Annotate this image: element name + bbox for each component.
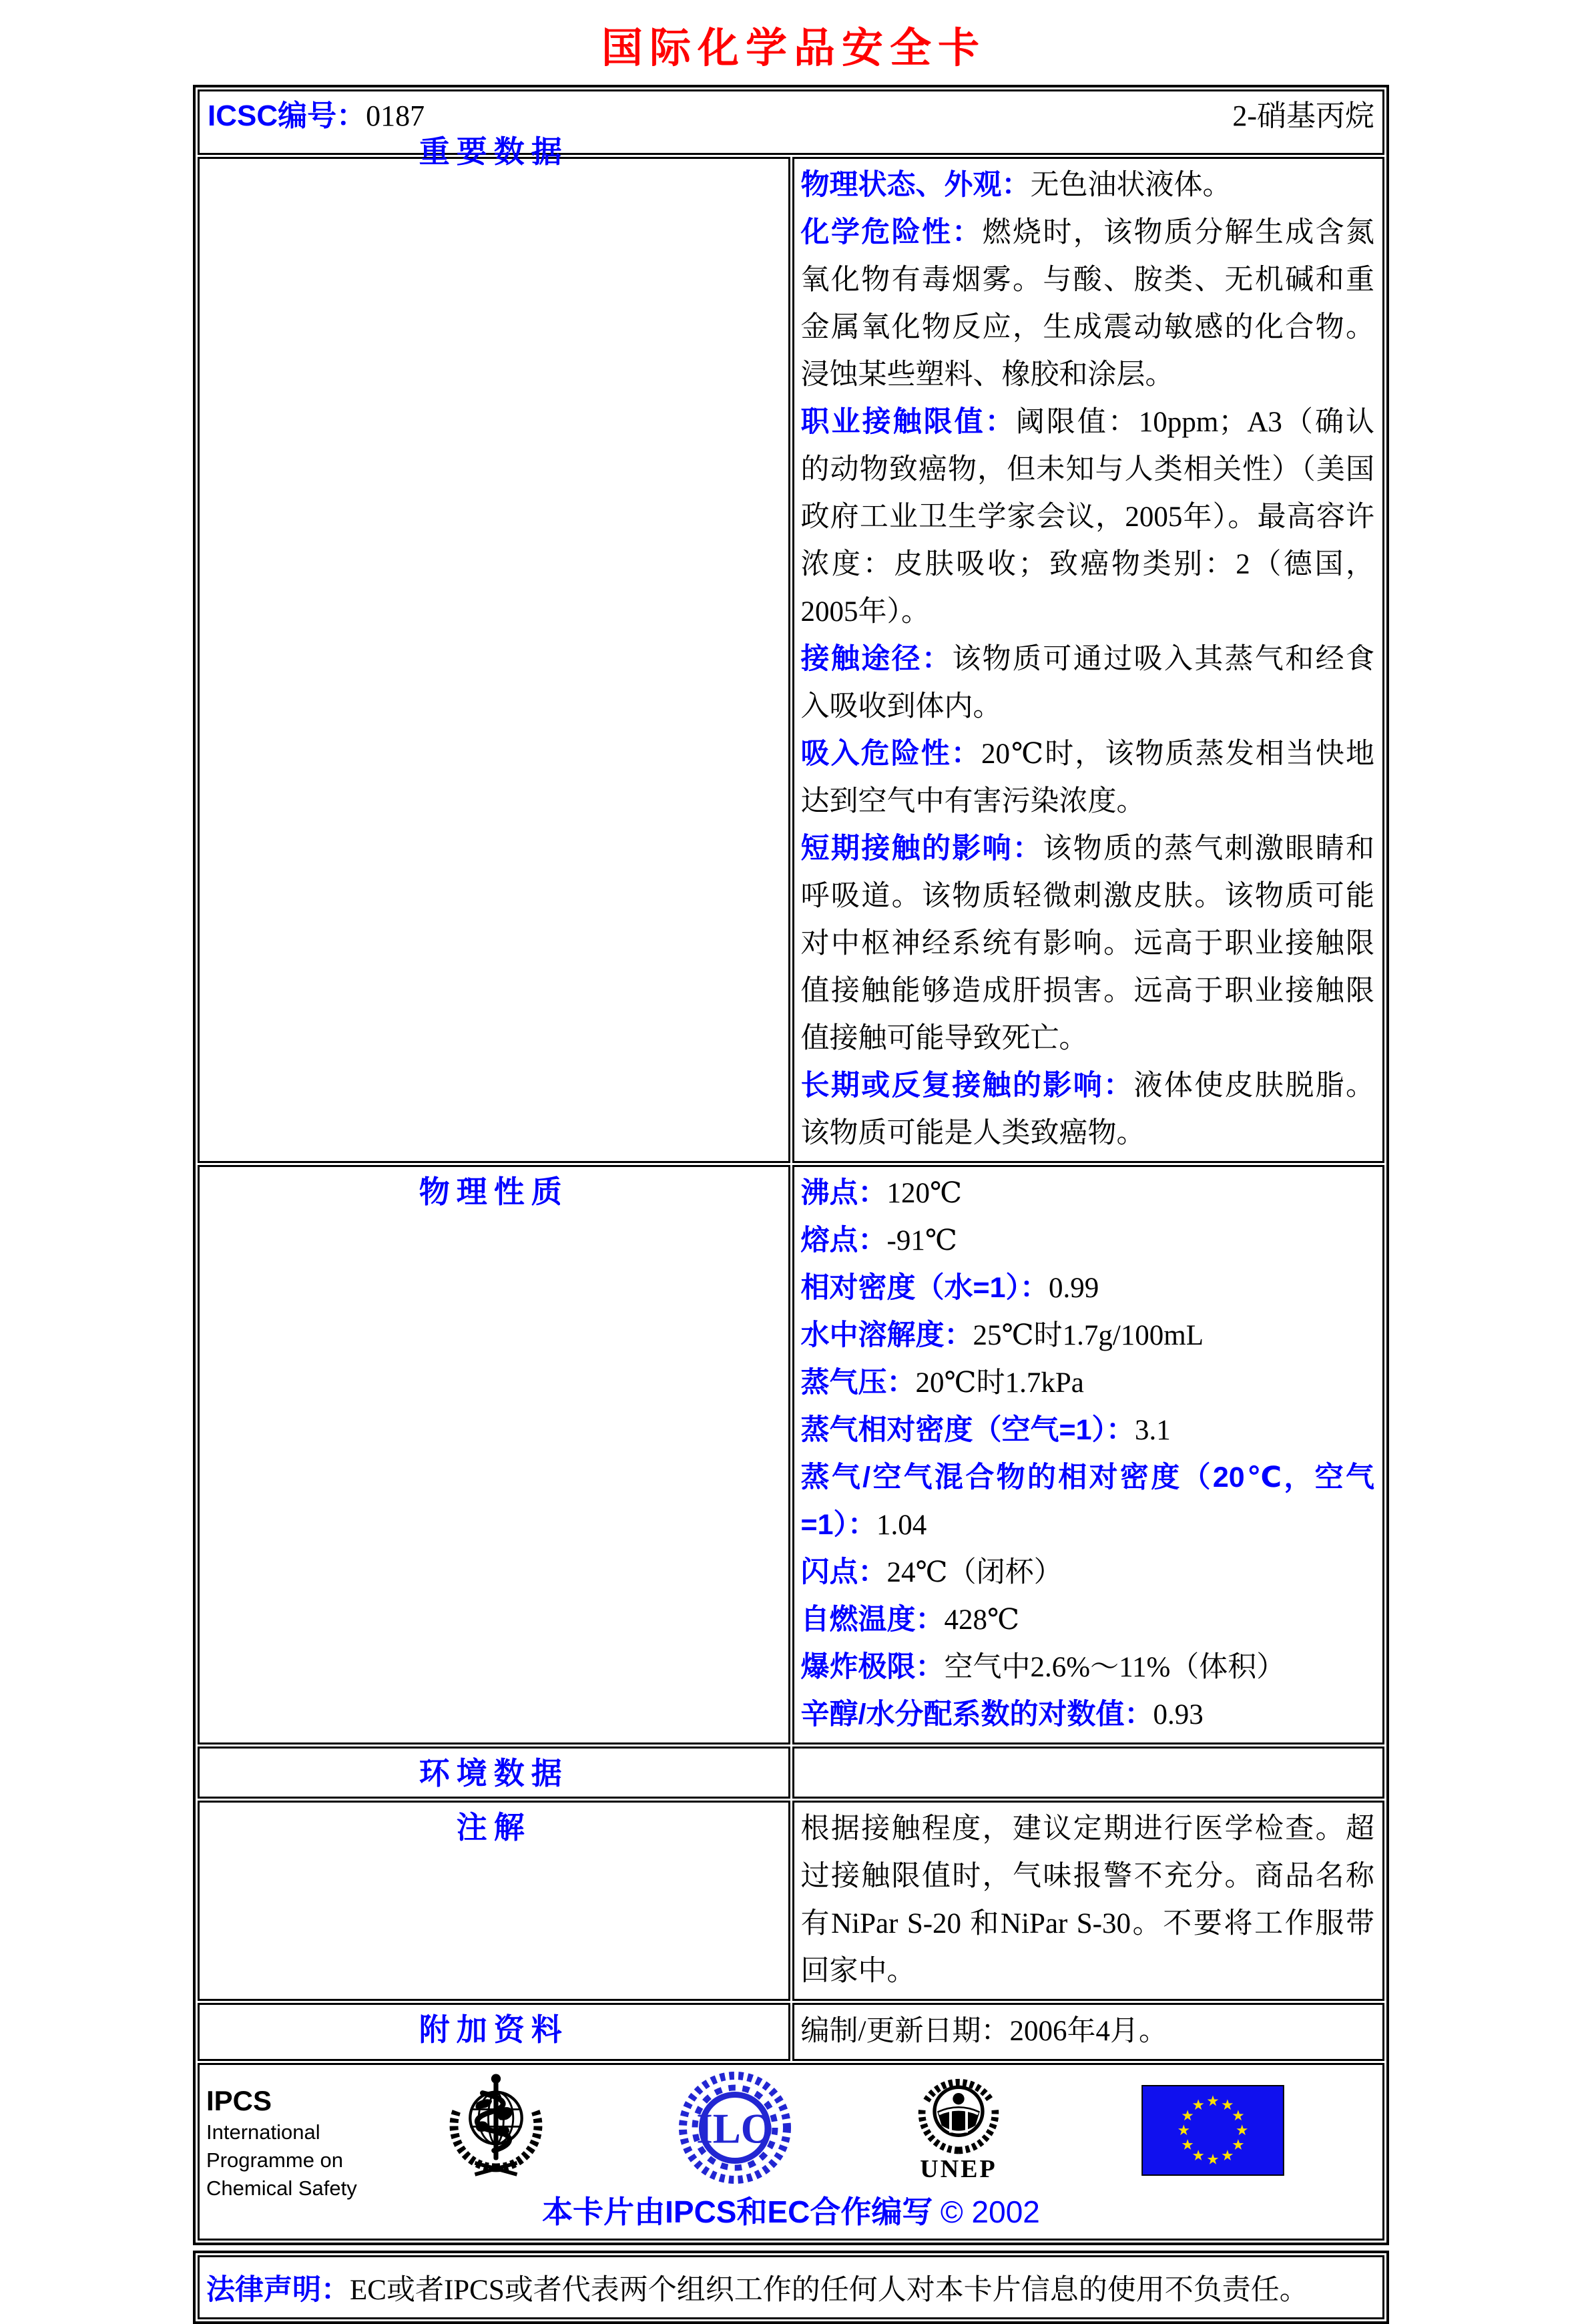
additional-info-label-cell	[198, 2003, 790, 2061]
data-item	[801, 825, 1375, 1062]
field-label: 沸点：	[800, 1177, 887, 1209]
section-label-environment: 环境数据	[419, 1756, 569, 1791]
physical-properties-row	[198, 1165, 1384, 1745]
field-label: 爆炸极限：	[800, 1651, 945, 1683]
field-value: 液体使皮肤脱脂。该物质可能是人类致癌物。	[800, 1070, 1375, 1149]
field-label: 职业接触限值：	[800, 406, 1016, 438]
data-item	[801, 162, 1375, 209]
ipcs-subtitle-line: Chemical Safety	[206, 2176, 357, 2200]
field-value: 24℃（闭杯）	[886, 1557, 1063, 1588]
icsc-card-page	[0, 15, 1578, 2306]
field-label: 化学危险性：	[800, 216, 983, 248]
field-label: 自燃温度：	[800, 1604, 945, 1636]
field-value: 120℃	[886, 1178, 963, 1209]
field-label: 辛醇/水分配系数的对数值：	[800, 1698, 1153, 1730]
environmental-data-row	[198, 1747, 1384, 1799]
additional-info-row	[198, 2003, 1384, 2061]
field-label: 吸入危险性：	[800, 738, 981, 770]
copyright-text: © 2002	[940, 2194, 1040, 2229]
field-label: 水中溶解度：	[800, 1319, 973, 1351]
data-item	[801, 1644, 1375, 1691]
field-label: 相对密度（水=1）：	[800, 1272, 1049, 1304]
section-label-important: 重要数据	[419, 134, 569, 169]
unep-logo-block	[902, 2070, 1015, 2182]
data-item	[801, 636, 1375, 730]
data-item	[801, 1407, 1375, 1454]
ipcs-title: IPCS	[206, 2085, 272, 2116]
icsc-number	[208, 91, 425, 134]
section-label-physical: 物理性质	[419, 1174, 569, 1209]
icsc-card-table	[193, 85, 1389, 2245]
page-title: 国际化学品安全卡	[601, 25, 986, 71]
data-item	[801, 399, 1375, 636]
data-item	[801, 1062, 1375, 1157]
icsc-number-value: 0187	[366, 99, 425, 132]
field-label: 蒸气压：	[800, 1367, 916, 1399]
ipcs-subtitle-line: International	[206, 2120, 320, 2144]
important-data-content-cell	[792, 157, 1385, 1163]
legal-notice-label: 法律声明：	[206, 2273, 350, 2306]
data-item	[801, 1596, 1375, 1644]
eu-flag-icon	[1139, 2085, 1286, 2176]
field-value: 燃烧时，该物质分解生成含氮氧化物有毒烟雾。与酸、胺类、无机碱和重金属氧化物反应，生成震动敏感的化合物。浸蚀某些塑料、橡胶和涂层。	[800, 217, 1375, 391]
environmental-data-label-cell	[198, 1747, 790, 1799]
section-label-notes: 注解	[456, 1810, 531, 1845]
notes-content-cell	[792, 1801, 1385, 2001]
chemical-name: 2-硝基丙烷	[1232, 99, 1374, 132]
logos-row	[198, 2063, 1384, 2241]
legal-notice-row	[198, 2255, 1384, 2319]
data-item	[801, 1264, 1375, 1312]
ilo-letters: ILO	[696, 2105, 774, 2152]
field-value: 1.04	[876, 1509, 927, 1541]
notes-row	[198, 1801, 1384, 2001]
legal-notice-cell	[198, 2255, 1384, 2319]
icsc-number-label: ICSC编号：	[208, 99, 366, 132]
field-value: 428℃	[944, 1604, 1020, 1636]
notes-text: 根据接触程度，建议定期进行医学检查。超过接触限值时，气味报警不充分。商品名称有NiPar S-20 和NiPar S-30。不要将工作服带回家中。	[800, 1813, 1374, 1987]
field-value: 25℃时1.7g/100mL	[973, 1320, 1204, 1351]
header-cell	[198, 89, 1384, 155]
field-value: 无色油状液体。	[1030, 170, 1232, 201]
ipcs-text-block	[206, 2084, 357, 2202]
who-emblem-icon	[439, 2066, 553, 2181]
additional-info-content-cell	[792, 2003, 1385, 2061]
field-value: 该物质的蒸气刺激眼睛和呼吸道。该物质轻微刺激皮肤。该物质可能对中枢神经系统有影响。远高于职业接触限值接触能够造成肝损害。远高于职业接触限值接触可能导致死亡。	[800, 833, 1375, 1054]
ipcs-subtitle-line: Programme on	[206, 2148, 344, 2172]
data-item	[801, 209, 1375, 399]
field-value: 该物质可通过吸入其蒸气和经食入吸收到体内。	[800, 644, 1375, 722]
data-item	[801, 1312, 1375, 1359]
field-value: 空气中2.6%～11%（体积）	[944, 1652, 1286, 1683]
notes-label-cell	[198, 1801, 790, 2001]
physical-properties-label-cell	[198, 1165, 790, 1745]
environmental-data-content-cell	[792, 1747, 1385, 1799]
unep-emblem-icon	[905, 2070, 1012, 2156]
legal-notice-table	[193, 2251, 1389, 2324]
field-label: 闪点：	[800, 1556, 887, 1588]
data-item	[801, 730, 1375, 825]
legal-notice-text: EC或者IPCS或者代表两个组织工作的任何人对本卡片信息的使用不负责任。	[350, 2274, 1308, 2306]
important-data-row	[198, 157, 1384, 1163]
card-credit-line	[200, 2188, 1382, 2232]
field-label: 熔点：	[800, 1224, 887, 1256]
field-value: 0.93	[1153, 1699, 1204, 1730]
field-value: 0.99	[1049, 1272, 1099, 1304]
field-value: 20℃时1.7kPa	[915, 1367, 1084, 1399]
header-row	[198, 89, 1384, 155]
data-item	[801, 1217, 1375, 1264]
field-label: 蒸气/空气混合物的相对密度（20℃，空气=1）：	[800, 1461, 1374, 1541]
important-data-label-cell	[198, 134, 790, 1163]
data-item	[801, 1691, 1375, 1738]
additional-info-text: 编制/更新日期：2006年4月。	[800, 2016, 1167, 2047]
physical-properties-content-cell	[792, 1165, 1385, 1745]
field-label: 长期或反复接触的影响：	[800, 1070, 1134, 1102]
field-value: -91℃	[886, 1225, 957, 1256]
data-item	[801, 1549, 1375, 1596]
field-value: 3.1	[1135, 1415, 1171, 1446]
logos-cell	[198, 2063, 1384, 2241]
ilo-emblem-icon	[675, 2068, 795, 2188]
field-label: 物理状态、外观：	[800, 169, 1031, 201]
unep-label: UNEP	[920, 2155, 997, 2183]
credit-text: 本卡片由IPCS和EC合作编写	[542, 2194, 933, 2229]
section-label-additional: 附加资料	[419, 2012, 569, 2047]
data-item	[801, 1454, 1375, 1549]
field-value: 阈限值：10ppm；A3（确认的动物致癌物，但未知与人类相关性）（美国政府工业卫生学家会议，2005年）。最高容许浓度：皮肤吸收；致癌物类别：2（德国，2005年）。	[800, 407, 1374, 628]
data-item	[801, 1359, 1375, 1407]
field-value: 20℃时，该物质蒸发相当快地达到空气中有害污染浓度。	[800, 738, 1374, 817]
field-label: 蒸气相对密度（空气=1）：	[800, 1414, 1135, 1446]
data-item	[801, 1170, 1375, 1217]
field-label: 接触途径：	[800, 643, 953, 675]
field-label: 短期接触的影响：	[800, 833, 1043, 865]
